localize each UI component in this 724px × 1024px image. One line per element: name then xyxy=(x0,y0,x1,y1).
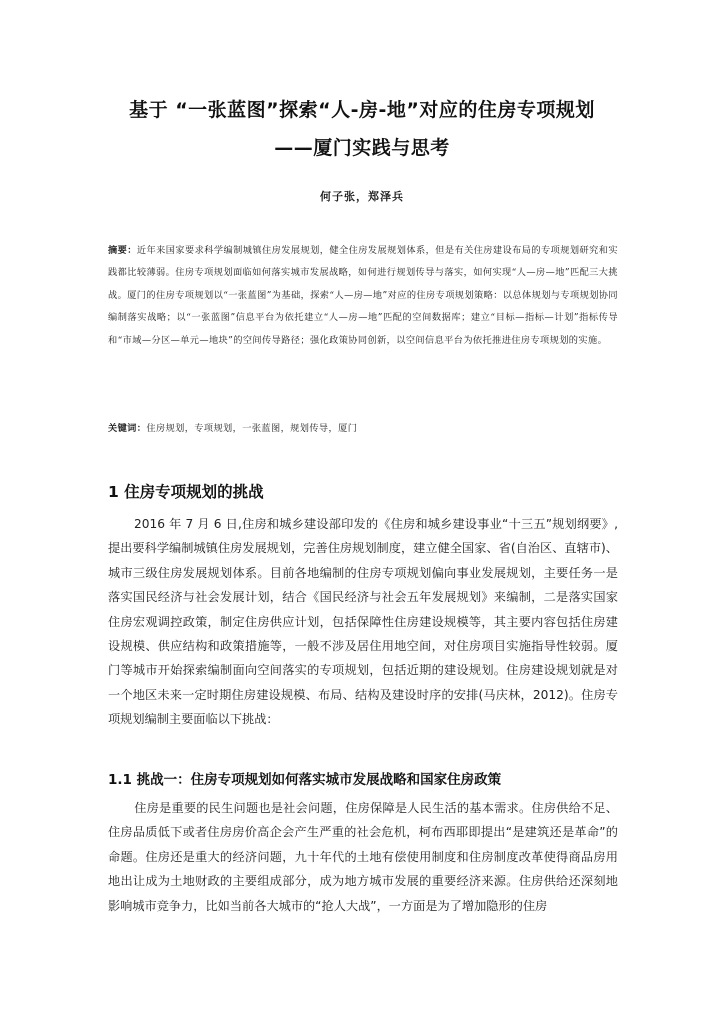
abstract-label: 摘要： xyxy=(108,245,137,256)
authors: 何子张，郑泽兵 xyxy=(320,190,404,203)
section-1-1-paragraph xyxy=(108,796,618,918)
section-1-1-text: 住房是重要的民生问题也是社会问题，住房保障是人民生活的基本需求。住房供给不足、住房品质低下或者住房房价高企会产生严重的社会危机，柯布西耶即提出“是建筑还是革命”的命题。住房还是重大的经济问题，九十年代的土地有偿使用制度和住房制度改革使得商品房用地出让成为土地财政的主要组成部分，成为地方城市发展的重要经济来源。住房供给还深刻地影响城市竞争力，比如当前各大城市的“抢人大战”，一方面是为了增加隐形的住房 xyxy=(108,801,618,913)
abstract xyxy=(108,240,618,352)
paper-subtitle: ——厦门实践与思考 xyxy=(274,137,450,159)
section-1-heading: 1 住房专项规划的挑战 xyxy=(108,483,264,501)
abstract-text: 近年来国家要求科学编制城镇住房发展规划，健全住房发展规划体系，但是有关住房建设布局的专项规划研究和实践都比较薄弱。住房专项规划面临如何落实城市发展战略，如何进行规划传导与落实，如何实现“人—房—地”匹配三大挑战。厦门的住房专项规划以“一张蓝图”为基础，探索“人—房—地”对应的住房专项规划策略：以总体规划与专项规划协同编制落实战略；以“一张蓝图”信息平台为依托建立“人—房—地”匹配的空间数据库；建立“目标—指标—计划”指标传导和“市域—分区—单元—地块”的空间传导路径；强化政策协同创新，以空间信息平台为依托推进住房专项规划的实施。 xyxy=(108,245,618,346)
keywords xyxy=(108,420,618,438)
keywords-text: 住房规划，专项规划，一张蓝图，规划传导，厦门 xyxy=(146,423,358,434)
section-1-paragraph xyxy=(108,512,618,732)
section-1-text: 2016 年 7 月 6 日,住房和城乡建设部印发的《住房和城乡建设事业“十三五”规划纲要》,提出要科学编制城镇住房发展规划，完善住房规划制度，建立健全国家、省(自治区、直辖市)、城市三级住房发展规划体系。目前各地编制的住房专项规划偏向事业发展规划，主要任务一是落实国民经济与社会发展计划，结合《国民经济与社会五年发展规划》来编制，二是落实国家住房宏观调控政策，制定住房供应计划，包括保障性住房建设规模等，其主要内容包括住房建设规模、供应结构和政策措施等，一般不涉及居住用地空间，对住房项目实施指导性较弱。厦门等城市开始探索编制面向空间落实的专项规划，包括近期的建设规划。住房建设规划就是对一个地区未来一定时期住房建设规模、布局、结构及建设时序的安排(马庆林，2012)。住房专项规划编制主要面临以下挑战： xyxy=(108,517,618,727)
section-1-1-heading: 1.1 挑战一：住房专项规划如何落实城市发展战略和国家住房政策 xyxy=(108,772,502,788)
paper-title: 基于 “一张蓝图”探索“人-房-地”对应的住房专项规划 xyxy=(129,99,595,121)
keywords-label: 关键词： xyxy=(108,423,147,434)
